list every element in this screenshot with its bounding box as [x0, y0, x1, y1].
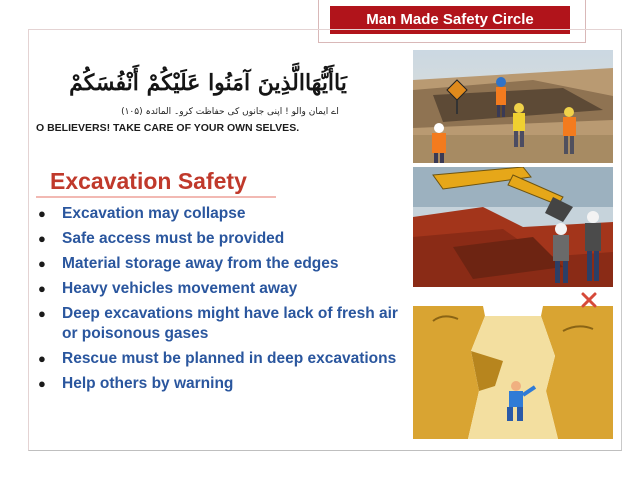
bullet-list: [32, 204, 410, 399]
circle-bullet-icon: ●: [38, 206, 46, 221]
list-item: [32, 254, 410, 274]
bullet-text: Excavation may collapse: [62, 205, 246, 222]
circle-bullet-icon: ●: [38, 256, 46, 271]
circle-bullet-icon: ●: [38, 351, 46, 366]
bullet-text: Rescue must be planned in deep excavations: [62, 350, 397, 367]
english-translation: O BELIEVERS! TAKE CARE OF YOUR OWN SELVES.: [36, 122, 300, 134]
list-item: [32, 204, 410, 224]
list-item: [32, 229, 410, 249]
circle-bullet-icon: ●: [38, 306, 46, 321]
list-item: [32, 304, 410, 344]
title-divider: [36, 196, 276, 198]
circle-bullet-icon: ●: [38, 231, 46, 246]
excavator-photo: [413, 167, 613, 287]
urdu-translation: اے ایمان والو ! اپنی جانوں کی حفاظت کرو۔ المائدہ (۱۰۵): [121, 107, 339, 117]
bullet-text: Deep excavations might have lack of fresh air or poisonous gases: [62, 305, 398, 342]
circle-bullet-icon: ●: [38, 376, 46, 391]
bullet-text: Help others by warning: [62, 375, 234, 392]
bullet-text: Heavy vehicles movement away: [62, 280, 298, 297]
workers-trench-photo: [413, 50, 613, 163]
slide-title: Excavation Safety: [50, 168, 247, 194]
list-item: [32, 349, 410, 369]
trench-collapse-illustration: [413, 291, 613, 439]
arabic-verse: يَاأَيُّهَاالَّذِينَ آمَنُوا عَلَيْكُمْ أَنْفُسَكُمْ: [69, 70, 347, 96]
bullet-text: Safe access must be provided: [62, 230, 285, 247]
circle-bullet-icon: ●: [38, 281, 46, 296]
brand-label: Man Made Safety Circle: [330, 6, 570, 34]
bullet-text: Material storage away from the edges: [62, 255, 339, 272]
list-item: [32, 279, 410, 299]
list-item: [32, 374, 410, 394]
